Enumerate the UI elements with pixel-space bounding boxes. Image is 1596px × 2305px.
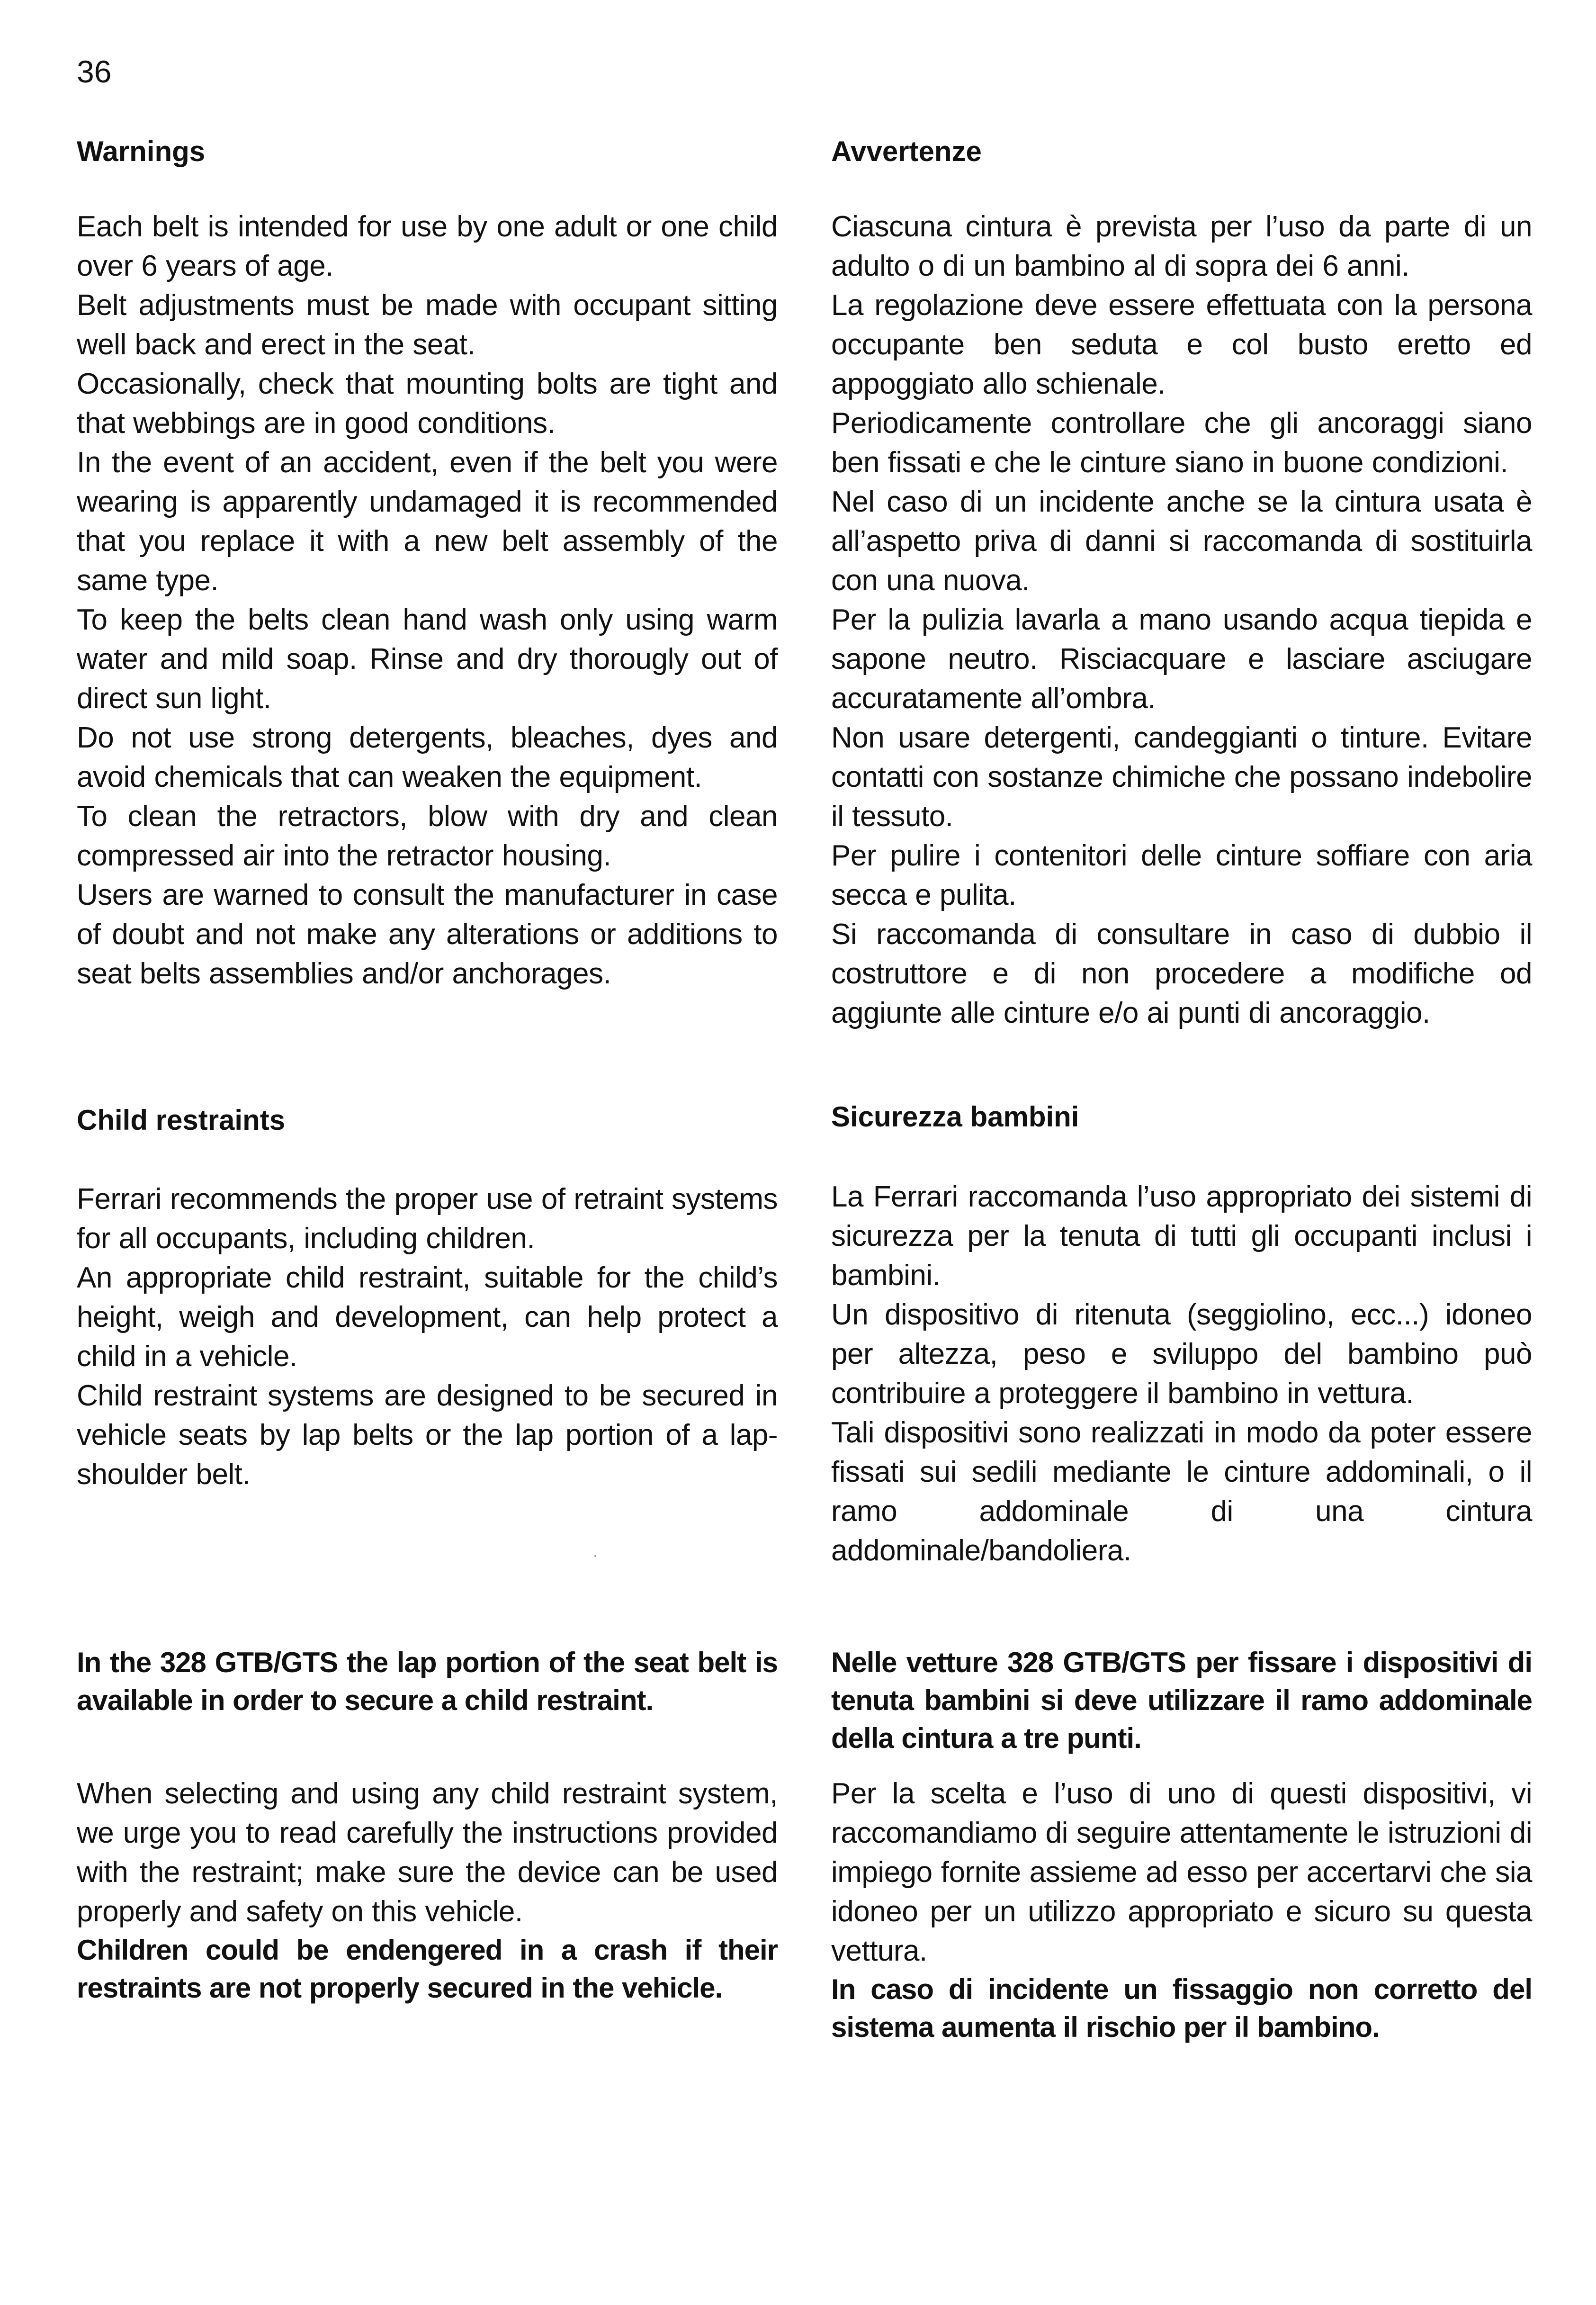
avvertenze-section — [831, 137, 1532, 166]
sicurezza-paragraph: Tali dispositivi sono realizzati in modo da poter essere fissati sui sedili mediante le cinture addominali, o il ramo addominale di una cintura addominale/bandoliera. — [831, 1416, 1532, 1567]
avvertenze-paragraph: Non usare detergenti, candeggianti o tinture. Evitare contatti con sostanze chimiche che possano indebolire il tessuto. — [831, 721, 1532, 833]
sicurezza-selection — [831, 1774, 1532, 2046]
avvertenze-body — [831, 207, 1532, 1033]
sicurezza-paragraph: Un dispositivo di ritenuta (seggiolino, ecc...) idoneo per altezza, peso e sviluppo del bambino può contribuire a proteggere il bambino in vettura. — [831, 1298, 1532, 1410]
avvertenze-paragraph: Per pulire i contenitori delle cinture soffiare con aria secca e pulita. — [831, 839, 1532, 911]
child-restraints-paragraph: Child restraint systems are designed to be secured in vehicle seats by lap belts or the lap portion of a lap-shoulder belt. — [77, 1379, 778, 1491]
avvertenze-paragraph: Nel caso di un incidente anche se la cintura usata è all’aspetto priva di danni si raccomanda di sostituirla con una nuova. — [831, 486, 1532, 597]
sicurezza-paragraph: La Ferrari raccomanda l’uso appropriato dei sistemi di sicurezza per la tenuta di tutti gli occupanti inclusi i bambini. — [831, 1180, 1532, 1292]
bold-note: Nelle vetture 328 GTB/GTS per fissare i dispositivi di tenuta bambini si deve utilizzare il ramo addominale della cintura a tre punti. — [831, 1647, 1532, 1754]
sicurezza-note — [831, 1644, 1532, 1757]
warning-paragraph: Occasionally, check that mounting bolts are tight and that webbings are in good conditions. — [77, 368, 778, 440]
child-restraints-paragraph: Ferrari recommends the proper use of retraint systems for all occupants, including children. — [77, 1183, 778, 1255]
warning-paragraph: Do not use strong detergents, bleaches, dyes and avoid chemicals that can weaken the equipment. — [77, 721, 778, 793]
avvertenze-paragraph: Si raccomanda di consultare in caso di dubbio il costruttore e di non procedere a modifiche od aggiunte alle cinture e/o ai punti di ancoraggio. — [831, 918, 1532, 1029]
avvertenze-paragraph: Per la pulizia lavarla a mano usando acqua tiepida e sapone neutro. Risciacquare e lasciare asciugare accuratamente all’ombra. — [831, 603, 1532, 715]
selection-paragraph: Per la scelta e l’uso di uno di questi dispositivi, vi raccomandiamo di seguire attentamente le istruzioni di impiego fornite assieme ad esso per accertarvi che sia idoneo per un utilizzo appropriato e sicuro su questa vettura. — [831, 1777, 1532, 1967]
warning-paragraph: In the event of an accident, even if the belt you were wearing is apparently undamaged it is recommended that you replace it with a new belt assembly of the same type. — [77, 446, 778, 597]
child-restraints-paragraph: An appropriate child restraint, suitable for the child’s height, weigh and development, can help protect a child in a vehicle. — [77, 1261, 778, 1373]
warning-paragraph: To keep the belts clean hand wash only using warm water and mild soap. Rinse and dry thorougly out of direct sun light. — [77, 603, 778, 715]
warning-paragraph: Belt adjustments must be made with occupant sitting well back and erect in the seat. — [77, 289, 778, 361]
child-restraints-selection — [77, 1774, 778, 2007]
child-restraints-heading: Child restraints — [77, 1104, 286, 1136]
bold-note: In the 328 GTB/GTS the lap portion of the seat belt is available in order to secure a child restraint. — [77, 1647, 778, 1716]
bold-warning: Children could be endengered in a crash if their restraints are not properly secured in the vehicle. — [77, 1934, 778, 2004]
warnings-body — [77, 207, 778, 993]
warnings-heading: Warnings — [77, 135, 206, 167]
selection-paragraph: When selecting and using any child restraint system, we urge you to read carefully the instructions provided with the restraint; make sure the device can be used properly and safety on this vehicle. — [77, 1777, 778, 1928]
warnings-section — [77, 137, 778, 166]
avvertenze-paragraph: Periodicamente controllare che gli ancoraggi siano ben fissati e che le cinture siano in buone condizioni. — [831, 407, 1532, 479]
avvertenze-paragraph: Ciascuna cintura è prevista per l’uso da parte di un adulto o di un bambino al di sopra dei 6 anni. — [831, 210, 1532, 282]
sicurezza-bambini-heading: Sicurezza bambini — [831, 1101, 1079, 1133]
page-number: 36 — [77, 54, 112, 89]
sicurezza-bambini-section — [831, 1103, 1532, 1131]
bold-warning: In caso di incidente un fissaggio non corretto del sistema aumenta il rischio per il bambino. — [831, 1973, 1532, 2043]
child-restraints-note — [77, 1644, 778, 1720]
child-restraints-body — [77, 1180, 778, 1494]
sicurezza-bambini-body — [831, 1177, 1532, 1570]
warning-paragraph: Each belt is intended for use by one adult or one child over 6 years of age. — [77, 210, 778, 282]
avvertenze-heading: Avvertenze — [831, 135, 982, 167]
avvertenze-paragraph: La regolazione deve essere effettuata con la persona occupante ben seduta e col busto eretto ed appoggiato allo schienale. — [831, 289, 1532, 400]
child-restraints-section — [77, 1106, 778, 1134]
warning-paragraph: To clean the retractors, blow with dry and clean compressed air into the retractor housing. — [77, 800, 778, 872]
warning-paragraph: Users are warned to consult the manufacturer in case of doubt and not make any alterations or additions to seat belts assemblies and/or anchorages. — [77, 879, 778, 990]
scan-speck — [594, 1555, 596, 1557]
